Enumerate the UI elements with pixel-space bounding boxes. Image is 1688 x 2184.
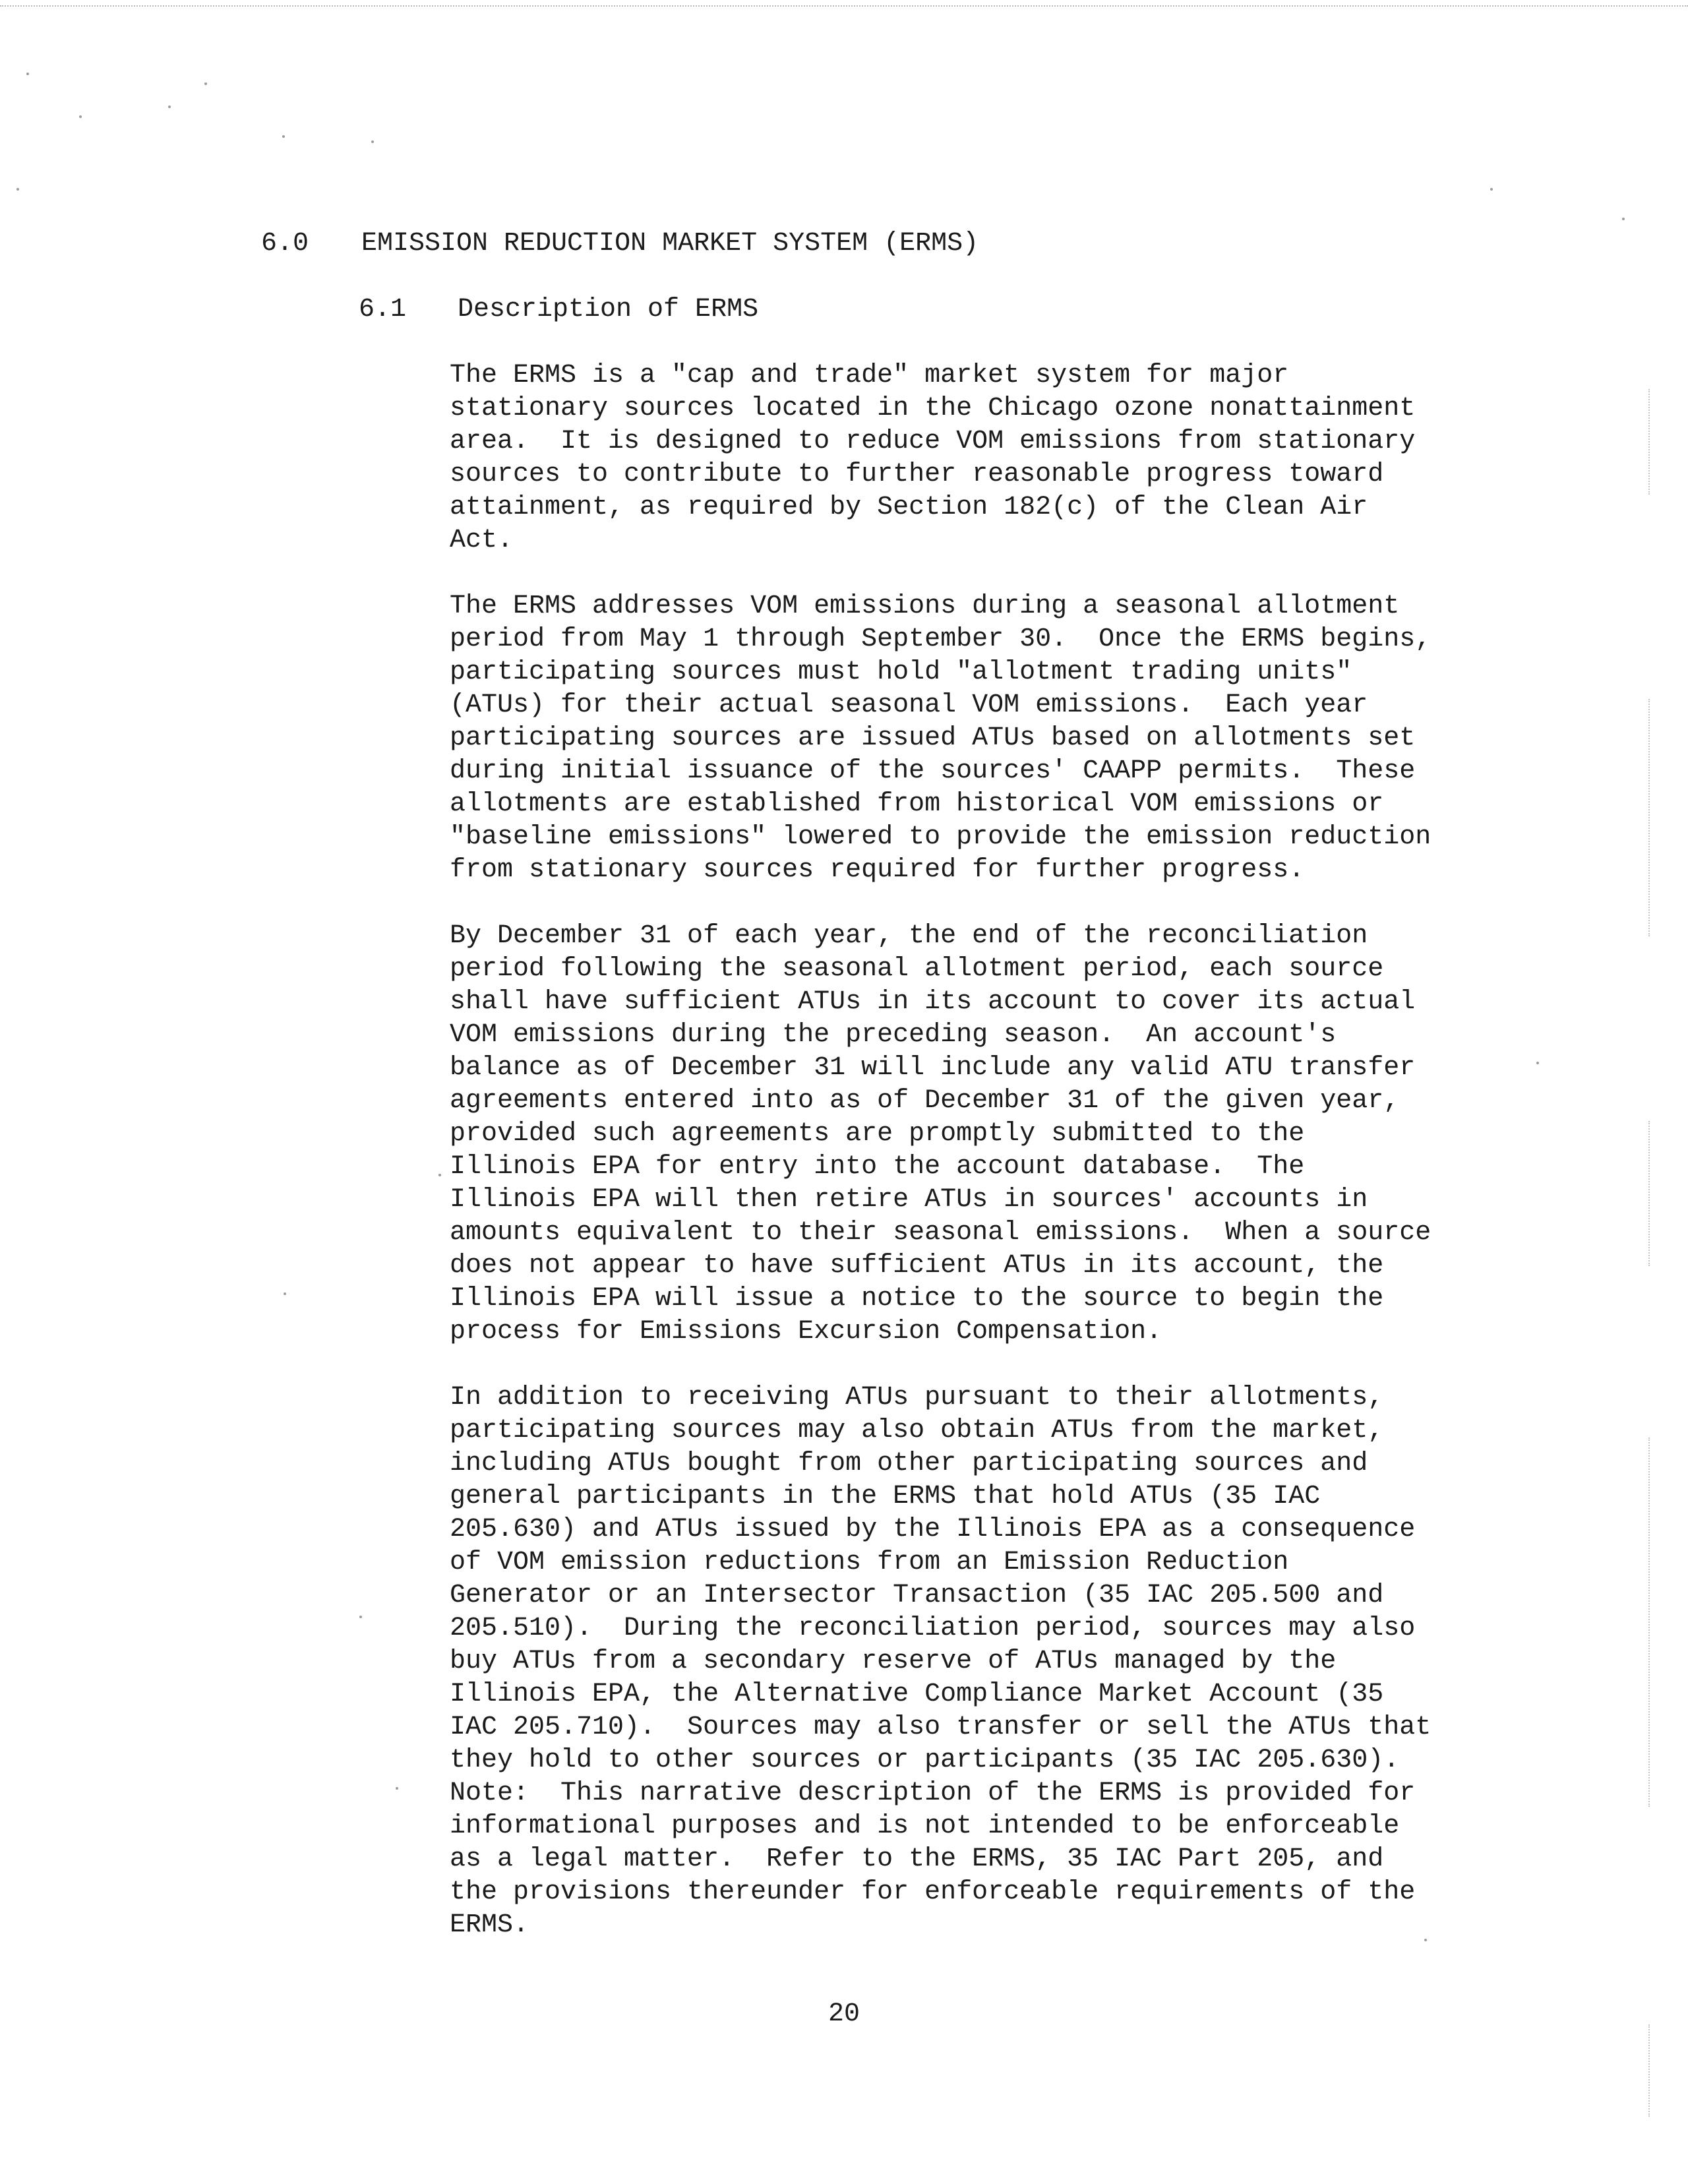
text-line: balance as of December 31 will include any valid ATU transfer	[450, 1053, 1416, 1083]
subsection-heading	[359, 293, 758, 326]
scan-speck	[371, 140, 374, 143]
text-line: Illinois EPA, the Alternative Compliance Market Account (35	[450, 1680, 1384, 1709]
text-line: VOM emissions during the preceding season. An account's	[450, 1020, 1337, 1050]
scan-speck	[79, 115, 82, 118]
text-line: (ATUs) for their actual seasonal VOM emissions. Each year	[450, 690, 1368, 720]
body-text	[450, 359, 1478, 1975]
text-line: they hold to other sources or participants (35 IAC 205.630).	[450, 1745, 1400, 1775]
paragraph-purpose	[450, 359, 1478, 557]
text-line: provided such agreements are promptly submitted to the	[450, 1119, 1305, 1149]
text-line: participating sources must hold "allotment trading units"	[450, 657, 1352, 687]
text-line: during initial issuance of the sources' CAAPP permits. These	[450, 756, 1416, 786]
scan-edge-mark	[1648, 1438, 1651, 1807]
text-line: participating sources are issued ATUs based on allotments set	[450, 723, 1416, 753]
text-line: Illinois EPA will then retire ATUs in sources' accounts in	[450, 1185, 1368, 1215]
text-line: shall have sufficient ATUs in its account to cover its actual	[450, 987, 1416, 1017]
text-line: Generator or an Intersector Transaction (35 IAC 205.500 and	[450, 1581, 1384, 1610]
paragraph-market-atus	[450, 1381, 1478, 1942]
scan-speck	[26, 73, 29, 75]
scan-edge-mark	[1648, 1121, 1651, 1266]
text-line: amounts equivalent to their seasonal emissions. When a source	[450, 1218, 1432, 1248]
text-line: stationary sources located in the Chicago ozone nonattainment	[450, 394, 1416, 423]
text-line: process for Emissions Excursion Compensation.	[450, 1317, 1162, 1347]
text-line: The ERMS is a "cap and trade" market system for major	[450, 361, 1289, 390]
text-line: participating sources may also obtain ATUs from the market,	[450, 1416, 1384, 1445]
scan-edge-mark	[1648, 389, 1651, 495]
scan-speck	[168, 106, 171, 108]
scan-top-edge	[0, 5, 1688, 7]
scan-speck	[1490, 188, 1493, 191]
text-line: including ATUs bought from other participating sources and	[450, 1449, 1368, 1478]
text-line: as a legal matter. Refer to the ERMS, 35 IAC Part 205, and	[450, 1844, 1384, 1874]
text-line: In addition to receiving ATUs pursuant to their allotments,	[450, 1383, 1384, 1412]
paragraph-reconciliation	[450, 920, 1478, 1349]
text-line: period following the seasonal allotment period, each source	[450, 954, 1384, 984]
text-line: 205.630) and ATUs issued by the Illinois EPA as a consequence	[450, 1515, 1416, 1544]
text-line: buy ATUs from a secondary reserve of ATUs managed by the	[450, 1647, 1337, 1676]
text-line: 205.510). During the reconciliation period, sources may also	[450, 1614, 1416, 1643]
text-line: By December 31 of each year, the end of the reconciliation	[450, 921, 1368, 951]
text-line: "baseline emissions" lowered to provide the emission reduction	[450, 822, 1432, 852]
text-line: Illinois EPA will issue a notice to the source to begin the	[450, 1284, 1384, 1314]
text-line: from stationary sources required for further progress.	[450, 855, 1305, 885]
subsection-title: Description of ERMS	[458, 295, 759, 324]
paragraph-allotment-period	[450, 590, 1478, 887]
scan-speck	[1622, 218, 1625, 220]
text-line: Act.	[450, 526, 514, 555]
scan-edge-mark	[1648, 699, 1651, 936]
text-line: the provisions thereunder for enforceable requirements of the	[450, 1877, 1416, 1907]
scan-speck	[1536, 1062, 1539, 1064]
text-line: Illinois EPA for entry into the account database. The	[450, 1152, 1305, 1182]
subsection-number: 6.1	[359, 295, 407, 324]
scan-speck	[396, 1787, 398, 1790]
text-line: informational purposes and is not intended to be enforceable	[450, 1811, 1400, 1841]
text-line: allotments are established from historical VOM emissions or	[450, 789, 1384, 819]
text-line: general participants in the ERMS that hold ATUs (35 IAC	[450, 1482, 1321, 1511]
text-line: IAC 205.710). Sources may also transfer or sell the ATUs that	[450, 1713, 1432, 1742]
scan-speck	[438, 1174, 441, 1176]
text-line: agreements entered into as of December 31 of the given year,	[450, 1086, 1400, 1116]
text-line: Note: This narrative description of the ERMS is provided for	[450, 1778, 1416, 1808]
text-line: The ERMS addresses VOM emissions during a seasonal allotment	[450, 592, 1400, 621]
scan-edge-mark	[1648, 2024, 1651, 2117]
page-number: 20	[828, 1999, 860, 2029]
text-line: attainment, as required by Section 182(c) of the Clean Air	[450, 493, 1368, 522]
section-number: 6.0	[261, 229, 309, 258]
text-line: does not appear to have sufficient ATUs in its account, the	[450, 1251, 1384, 1281]
scan-speck	[359, 1616, 362, 1618]
section-heading	[261, 228, 979, 260]
text-line: area. It is designed to reduce VOM emissions from stationary	[450, 427, 1416, 456]
scan-speck	[282, 135, 285, 138]
scan-speck	[284, 1292, 286, 1295]
scan-speck	[204, 82, 207, 85]
text-line: ERMS.	[450, 1910, 529, 1940]
text-line: period from May 1 through September 30. Once the ERMS begins,	[450, 624, 1432, 654]
text-line: sources to contribute to further reasonable progress toward	[450, 460, 1384, 489]
section-title: EMISSION REDUCTION MARKET SYSTEM (ERMS)	[361, 229, 979, 258]
text-line: of VOM emission reductions from an Emission Reduction	[450, 1548, 1289, 1577]
scan-speck	[16, 188, 19, 191]
